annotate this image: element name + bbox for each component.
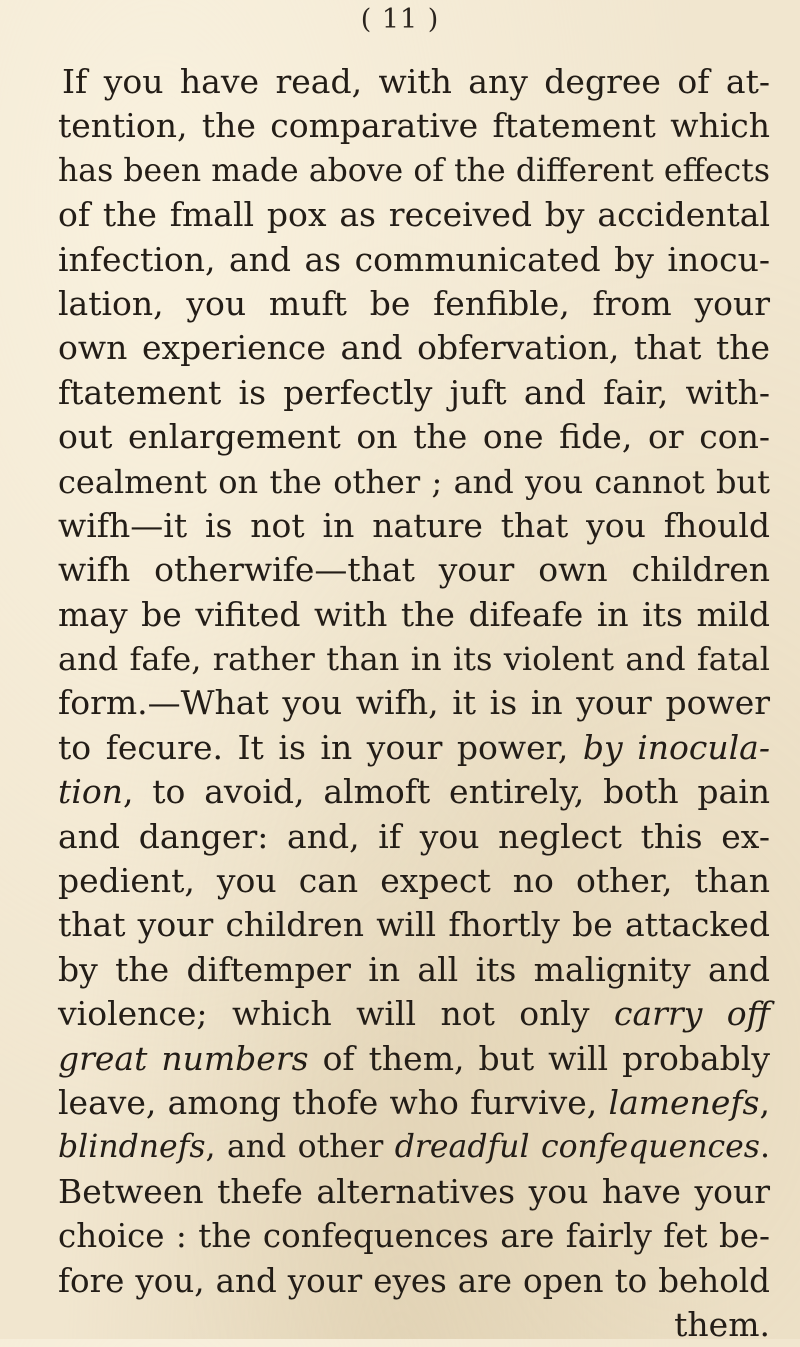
page-number-header: ( 11 ) <box>360 4 440 35</box>
text-line: cealment on the other ; and you cannot but <box>58 462 770 501</box>
text-line: Between thefe alternatives you have your <box>58 1171 770 1211</box>
text-line: that your children will fhortly be attacked <box>58 905 770 945</box>
italic-text: tion <box>58 772 123 812</box>
italic-text: by inocula- <box>582 727 771 767</box>
body-text <box>58 60 770 1347</box>
italic-text: great numbers <box>58 1038 309 1078</box>
text-line: lation, you muft be fenfible, from your <box>58 283 770 323</box>
text-line: by the diftemper in all its malignity and <box>58 949 770 989</box>
text-line: leave, among thofe who furvive, lamenefs, <box>58 1082 770 1122</box>
text-line: pedient, you can expect no other, than <box>58 861 770 901</box>
text-line: to fecure. It is in your power, by inocula- <box>58 727 771 767</box>
text-line: violence; which will not only carry off <box>58 994 770 1034</box>
text-line: of the fmall pox as received by accidental <box>58 195 770 235</box>
text-line: them. <box>674 1304 770 1344</box>
text-line: tention, the comparative ftatement which <box>58 106 770 146</box>
text-line: form.—What you wifh, it is in your power <box>58 683 770 723</box>
text-line: out enlargement on the one fide, or con- <box>58 417 770 457</box>
text-line: blindnefs, and other dreadful confequences. <box>58 1129 770 1166</box>
text-line: wifh—it is not in nature that you fhould <box>58 505 770 545</box>
italic-text: dreadful confequences <box>394 1129 760 1166</box>
text-line: and danger: and, if you neglect this ex- <box>58 816 770 856</box>
text-line: may be vifited with the difeafe in its mild <box>58 594 770 634</box>
italic-text: lamenefs <box>608 1082 760 1122</box>
text-line: choice : the confequences are fairly fet be- <box>58 1217 770 1256</box>
text-line: If you have read, with any degree of at- <box>62 62 770 101</box>
text-line: fore you, and your eyes are open to behold <box>58 1261 770 1300</box>
italic-text: carry off <box>613 994 770 1034</box>
text-line: infection, and as communicated by inocu- <box>58 239 770 279</box>
text-line: ftatement is perfectly juft and fair, with- <box>58 372 770 412</box>
text-line: tion, to avoid, almoft entirely, both pain <box>58 772 770 812</box>
text-line: and fafe, rather than in its violent and fatal <box>58 640 770 679</box>
text-line: own experience and obfervation, that the <box>58 328 770 368</box>
italic-text: blindnefs <box>58 1129 206 1166</box>
text-line: great numbers of them, but will probably <box>58 1038 770 1078</box>
text-line: wifh otherwife—that your own children <box>58 550 770 590</box>
text-line: has been made above of the different effects <box>58 152 770 189</box>
